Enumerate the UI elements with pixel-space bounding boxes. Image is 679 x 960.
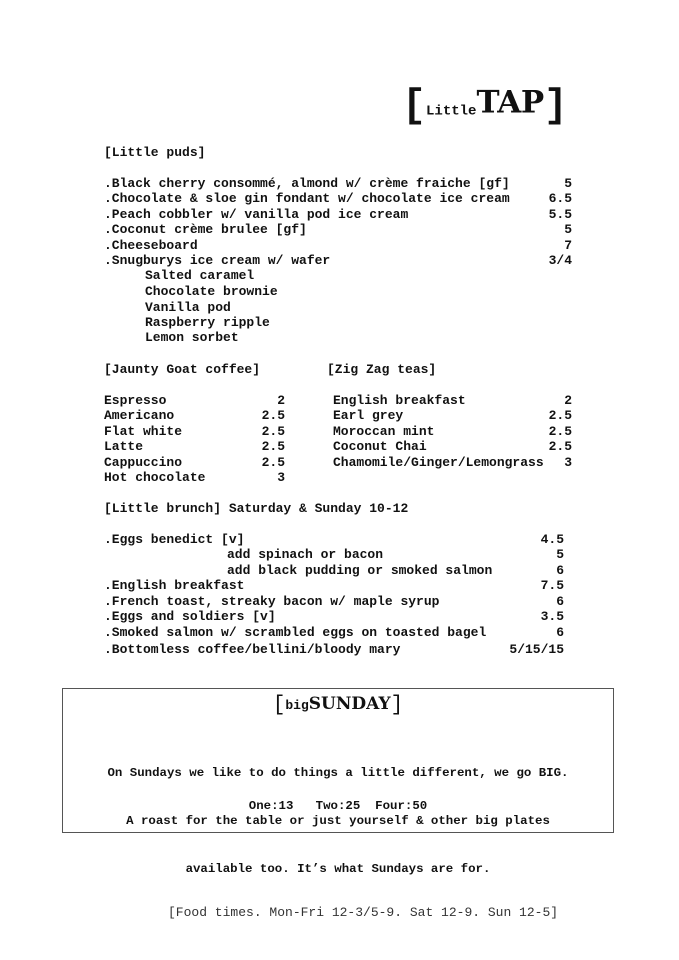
tea-item-name: Coconut Chai [333,439,427,454]
puds-item-price: 5 [564,222,572,237]
coffee-item-name: Cappuccino [104,455,183,470]
brunch-item-price: 6 [556,594,564,609]
puds-item-name: .Peach cobbler w/ vanilla pod ice cream [104,207,409,222]
brunch-item-name: .English breakfast [104,578,245,593]
puds-item-name: .Cheeseboard [104,238,198,253]
coffee-heading: [Jaunty Goat coffee] [104,362,261,377]
teas-heading: [Zig Zag teas] [327,362,437,377]
coffee-item-price: 2.5 [261,408,285,423]
puds-item-name: .Snugburys ice cream w/ wafer [104,253,331,268]
puds-item-price: 3/4 [548,253,572,268]
tea-item-name: Chamomile/Ginger/Lemongrass [333,455,544,470]
big-sunday-small: big [285,698,309,713]
coffee-item-price: 3 [277,470,285,485]
puds-item-price: 7 [564,238,572,253]
tea-item-price: 2 [564,393,572,408]
food-times-footer: [Food times. Mon-Fri 12-3/5-9. Sat 12-9. Sun 12-5] [168,905,559,920]
logo-close-bracket: ] [543,84,568,129]
puds-item-name: .Black cherry consommé, almond w/ crème fraiche [gf] [104,176,510,191]
brunch-item-price: 7.5 [540,578,564,593]
brunch-item-price: 3.5 [540,609,564,624]
big-sunday-prices: One:13 Two:25 Four:50 [248,799,428,813]
tea-item-price: 2.5 [548,424,572,439]
brunch-item-name: .Bottomless coffee/bellini/bloody mary [104,642,401,657]
puds-heading: [Little puds] [104,145,206,160]
big-sunday-box [62,688,614,876]
puds-item-name: .Coconut crème brulee [gf] [104,222,307,237]
brunch-heading: [Little brunch] Saturday & Sunday 10-12 [104,501,409,516]
flavour-item: Vanilla pod [145,300,231,315]
coffee-item-price: 2.5 [261,455,285,470]
logo-open-bracket: [ [402,84,427,129]
big-sunday-description [63,733,613,909]
puds-item-name: .Chocolate & sloe gin fondant w/ chocolate ice cream [104,191,510,206]
coffee-item-name: Americano [104,408,175,423]
tea-item-name: Earl grey [333,408,404,423]
coffee-item-name: Flat white [104,424,183,439]
puds-item-price: 5 [564,176,572,191]
tea-item-price: 2.5 [548,439,572,454]
coffee-item-name: Latte [104,439,144,454]
brunch-addon-name: add spinach or bacon [227,547,384,562]
logo [402,84,568,129]
big-sunday-title [63,694,613,717]
big-sunday-big: SUNDAY [308,694,391,714]
brunch-item-price: 5/15/15 [509,642,564,657]
brunch-item-price: 4.5 [540,532,564,547]
logo-tap: TAP [476,84,544,121]
coffee-item-price: 2.5 [261,439,285,454]
coffee-item-price: 2 [277,393,285,408]
big-sunday-close-bracket: ] [390,694,404,717]
brunch-item-price: 6 [556,625,564,640]
brunch-item-name: .Eggs and soldiers [v] [104,609,276,624]
brunch-addon-price: 6 [556,563,564,578]
flavour-item: Raspberry ripple [145,315,270,330]
coffee-item-name: Hot chocolate [104,470,206,485]
tea-item-price: 3 [564,455,572,470]
puds-item-price: 5.5 [548,207,572,222]
big-sunday-open-bracket: [ [272,694,286,717]
puds-item-price: 6.5 [548,191,572,206]
tea-item-name: English breakfast [333,393,466,408]
flavour-item: Salted caramel [145,268,255,283]
flavour-item: Lemon sorbet [145,330,239,345]
coffee-item-name: Espresso [104,393,167,408]
coffee-item-price: 2.5 [261,424,285,439]
brunch-item-name: .Smoked salmon w/ scrambled eggs on toasted bagel [104,625,487,640]
brunch-item-name: .French toast, streaky bacon w/ maple syrup [104,594,440,609]
logo-little: Little [426,103,477,120]
brunch-item-name: .Eggs benedict [v] [104,532,245,547]
brunch-addon-name: add black pudding or smoked salmon [227,563,493,578]
flavour-item: Chocolate brownie [145,284,278,299]
tea-item-name: Moroccan mint [333,424,435,439]
brunch-addon-price: 5 [556,547,564,562]
big-sunday-line: On Sundays we like to do things a little different, we go BIG. [107,766,569,780]
big-sunday-line: available too. It’s what Sundays are for. [185,862,491,876]
big-sunday-line: A roast for the table or just yourself & other big plates [126,814,550,828]
tea-item-price: 2.5 [548,408,572,423]
